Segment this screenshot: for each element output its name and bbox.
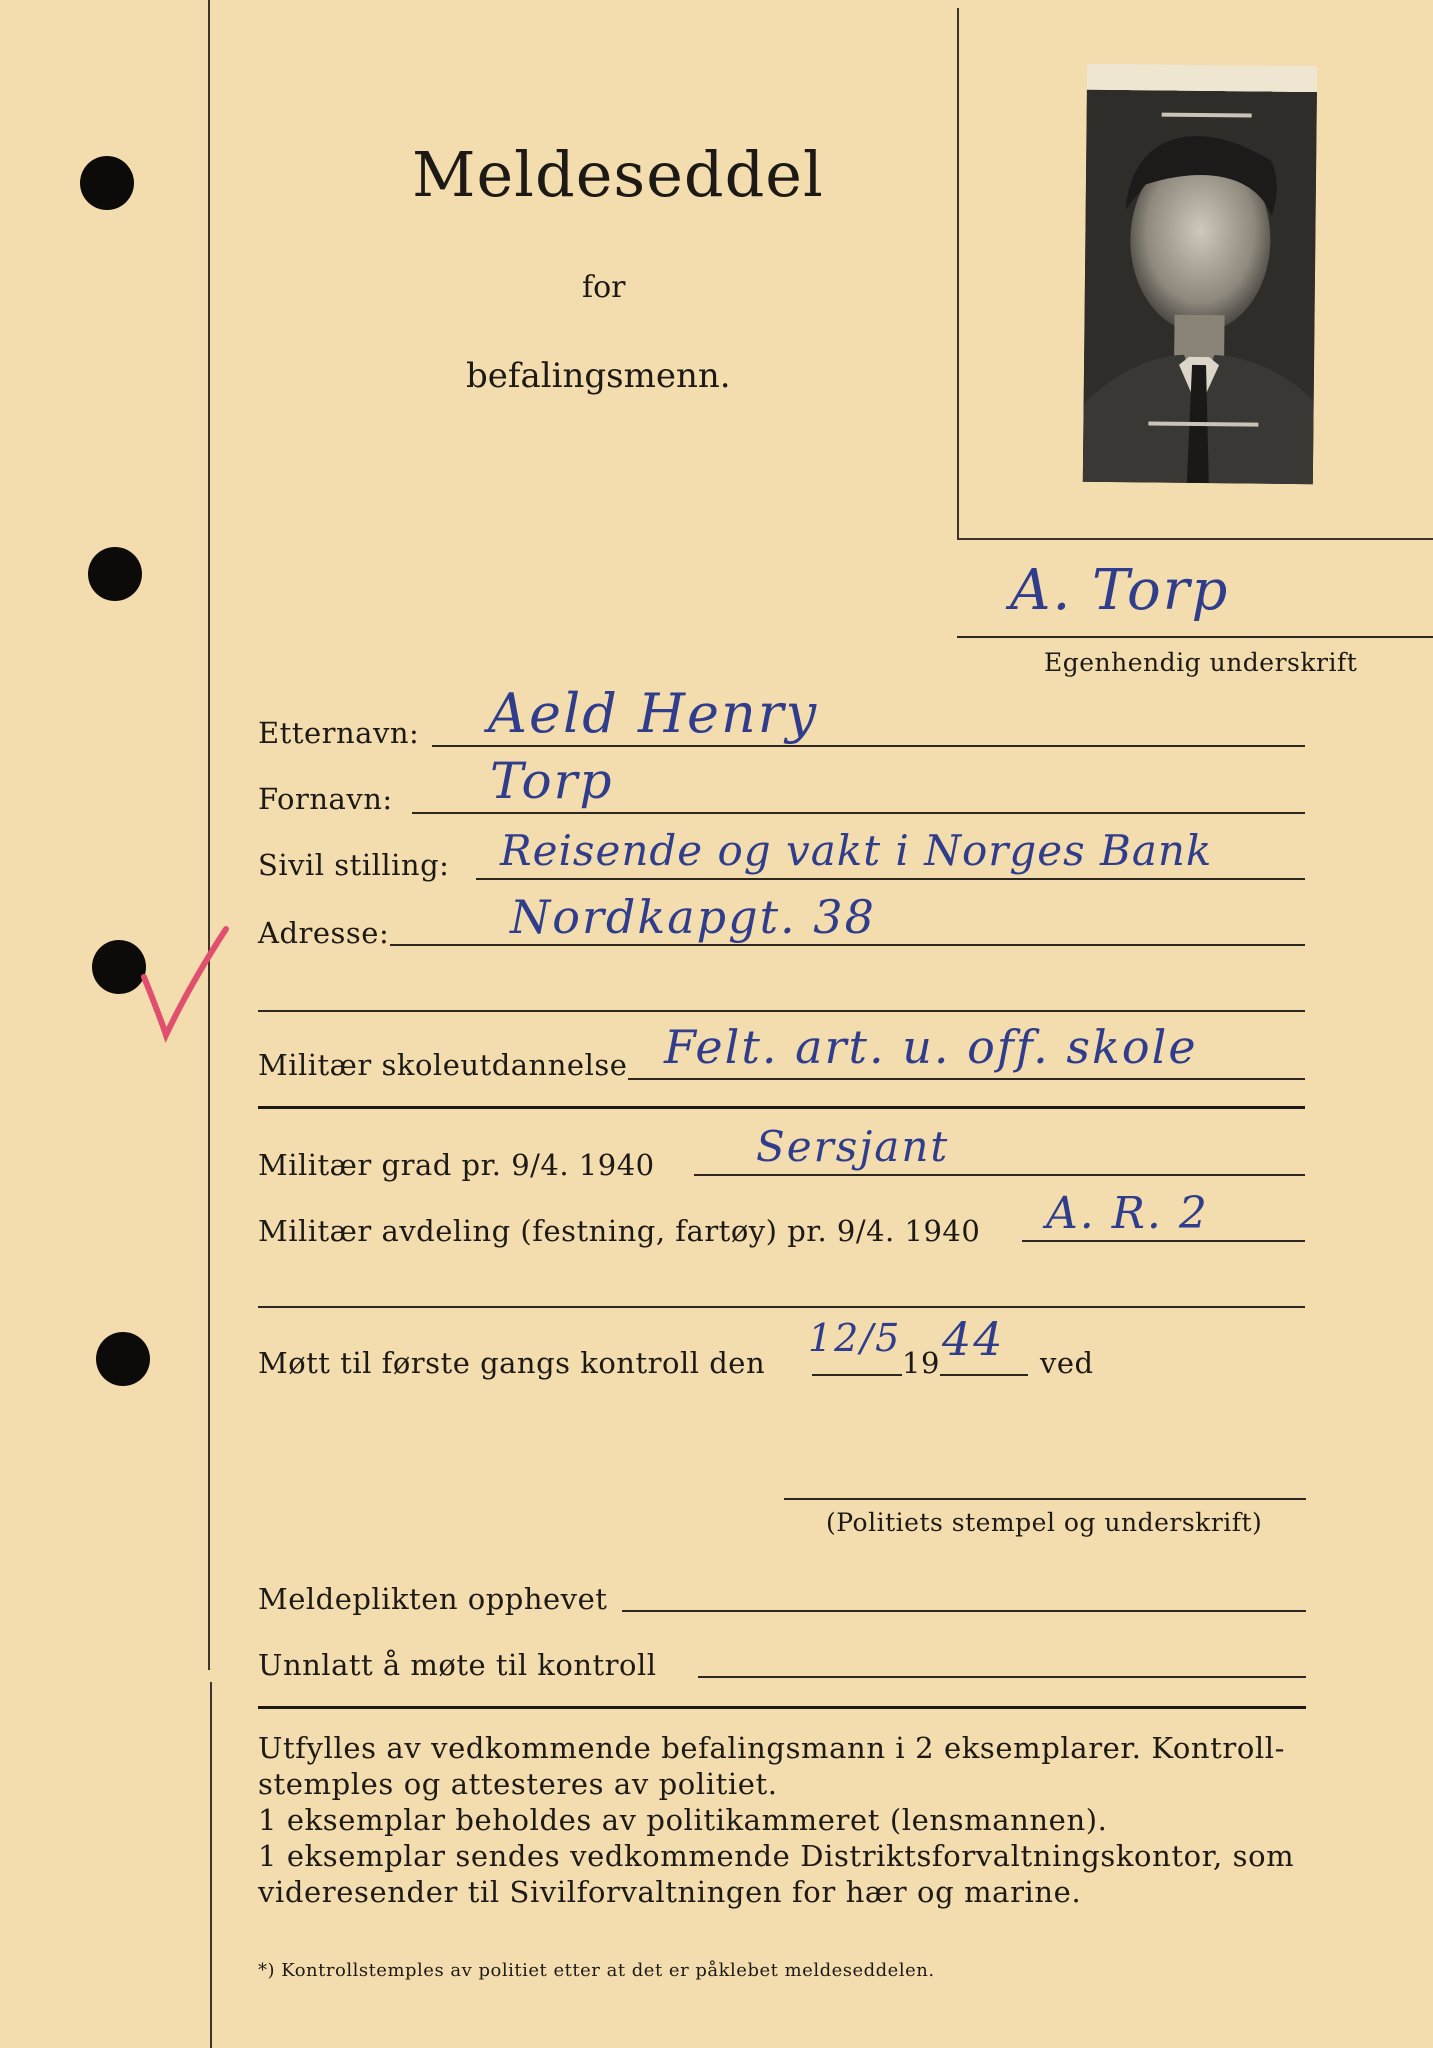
- politi-label: (Politiets stempel og underskrift): [826, 1508, 1263, 1537]
- form-title: Meldeseddel: [412, 138, 824, 211]
- kontroll-year-prefix: 19: [902, 1346, 940, 1380]
- instruction-line-4: 1 eksemplar sendes vedkommende Distriktsforvaltningskontor, som: [258, 1839, 1295, 1873]
- margin-line-lower: [210, 1682, 212, 2048]
- form-subtitle-group: befalingsmenn.: [466, 356, 731, 396]
- adresse-label: Adresse:: [258, 916, 390, 950]
- sivil-stilling-line: [476, 878, 1305, 880]
- avdeling-value[interactable]: A. R. 2: [1046, 1188, 1209, 1239]
- opphevet-line: [622, 1610, 1306, 1612]
- fornavn-label: Fornavn:: [258, 782, 393, 816]
- avdeling-line: [1022, 1240, 1305, 1242]
- skoleutdannelse-line: [628, 1078, 1305, 1080]
- adresse-line: [390, 944, 1305, 946]
- kontroll-date-line: [812, 1374, 902, 1376]
- section-divider-2: [258, 1706, 1306, 1709]
- form-subtitle-for: for: [582, 270, 626, 305]
- sivil-stilling-value[interactable]: Reisende og vakt i Norges Bank: [500, 826, 1213, 875]
- etternavn-value[interactable]: Aeld Henry: [488, 682, 819, 745]
- blank-line-2: [258, 1306, 1305, 1308]
- kontroll-ved-label: ved: [1040, 1346, 1094, 1380]
- adresse-value[interactable]: Nordkapgt. 38: [510, 890, 876, 944]
- instruction-line-2: stemples og attesteres av politiet.: [258, 1767, 778, 1801]
- kontroll-year-value[interactable]: 44: [942, 1312, 1005, 1366]
- unnlatt-line: [698, 1676, 1306, 1678]
- footnote: *) Kontrollstemples av politiet etter at det er påklebet meldeseddelen.: [258, 1960, 935, 1981]
- signature-handwriting: A. Torp: [1010, 558, 1230, 623]
- photo-frame-bottom: [957, 538, 1433, 540]
- section-divider-1: [258, 1106, 1305, 1109]
- unnlatt-label: Unnlatt å møte til kontroll: [258, 1648, 657, 1682]
- photo-frame-left: [957, 8, 959, 540]
- grad-line: [694, 1174, 1305, 1176]
- kontroll-date-value[interactable]: 12/5: [808, 1316, 902, 1360]
- etternavn-label: Etternavn:: [258, 716, 420, 750]
- margin-line: [208, 0, 210, 1670]
- etternavn-line: [432, 745, 1305, 747]
- punch-hole-2: [88, 547, 142, 601]
- checkmark-icon: [138, 925, 238, 1045]
- opphevet-label: Meldeplikten opphevet: [258, 1582, 608, 1616]
- grad-label: Militær grad pr. 9/4. 1940: [258, 1148, 655, 1182]
- instruction-line-5: videresender til Sivilforvaltningen for hær og marine.: [258, 1875, 1082, 1909]
- fornavn-value[interactable]: Torp: [490, 752, 614, 810]
- kontroll-year-line: [940, 1374, 1028, 1376]
- punch-hole-4: [96, 1332, 150, 1386]
- avdeling-label: Militær avdeling (festning, fartøy) pr. 9/4. 1940: [258, 1214, 981, 1248]
- skoleutdannelse-value[interactable]: Felt. art. u. off. skole: [664, 1020, 1198, 1074]
- grad-value[interactable]: Sersjant: [756, 1122, 950, 1171]
- skoleutdannelse-label: Militær skoleutdannelse: [258, 1048, 628, 1082]
- blank-line: [258, 1010, 1305, 1012]
- punch-hole-1: [80, 156, 134, 210]
- sivil-stilling-label: Sivil stilling:: [258, 848, 450, 882]
- kontroll-label: Møtt til første gangs kontroll den: [258, 1346, 766, 1380]
- politi-line: [784, 1498, 1306, 1500]
- signature-label: Egenhendig underskrift: [1044, 648, 1358, 677]
- instruction-line-1: Utfylles av vedkommende befalingsmann i 2 eksemplarer. Kontroll-: [258, 1731, 1286, 1765]
- fornavn-line: [412, 812, 1305, 814]
- portrait-photo: [1083, 64, 1317, 484]
- portrait-icon: [1083, 64, 1317, 484]
- instruction-line-3: 1 eksemplar beholdes av politikammeret (lensmannen).: [258, 1803, 1108, 1837]
- signature-line: [957, 636, 1433, 638]
